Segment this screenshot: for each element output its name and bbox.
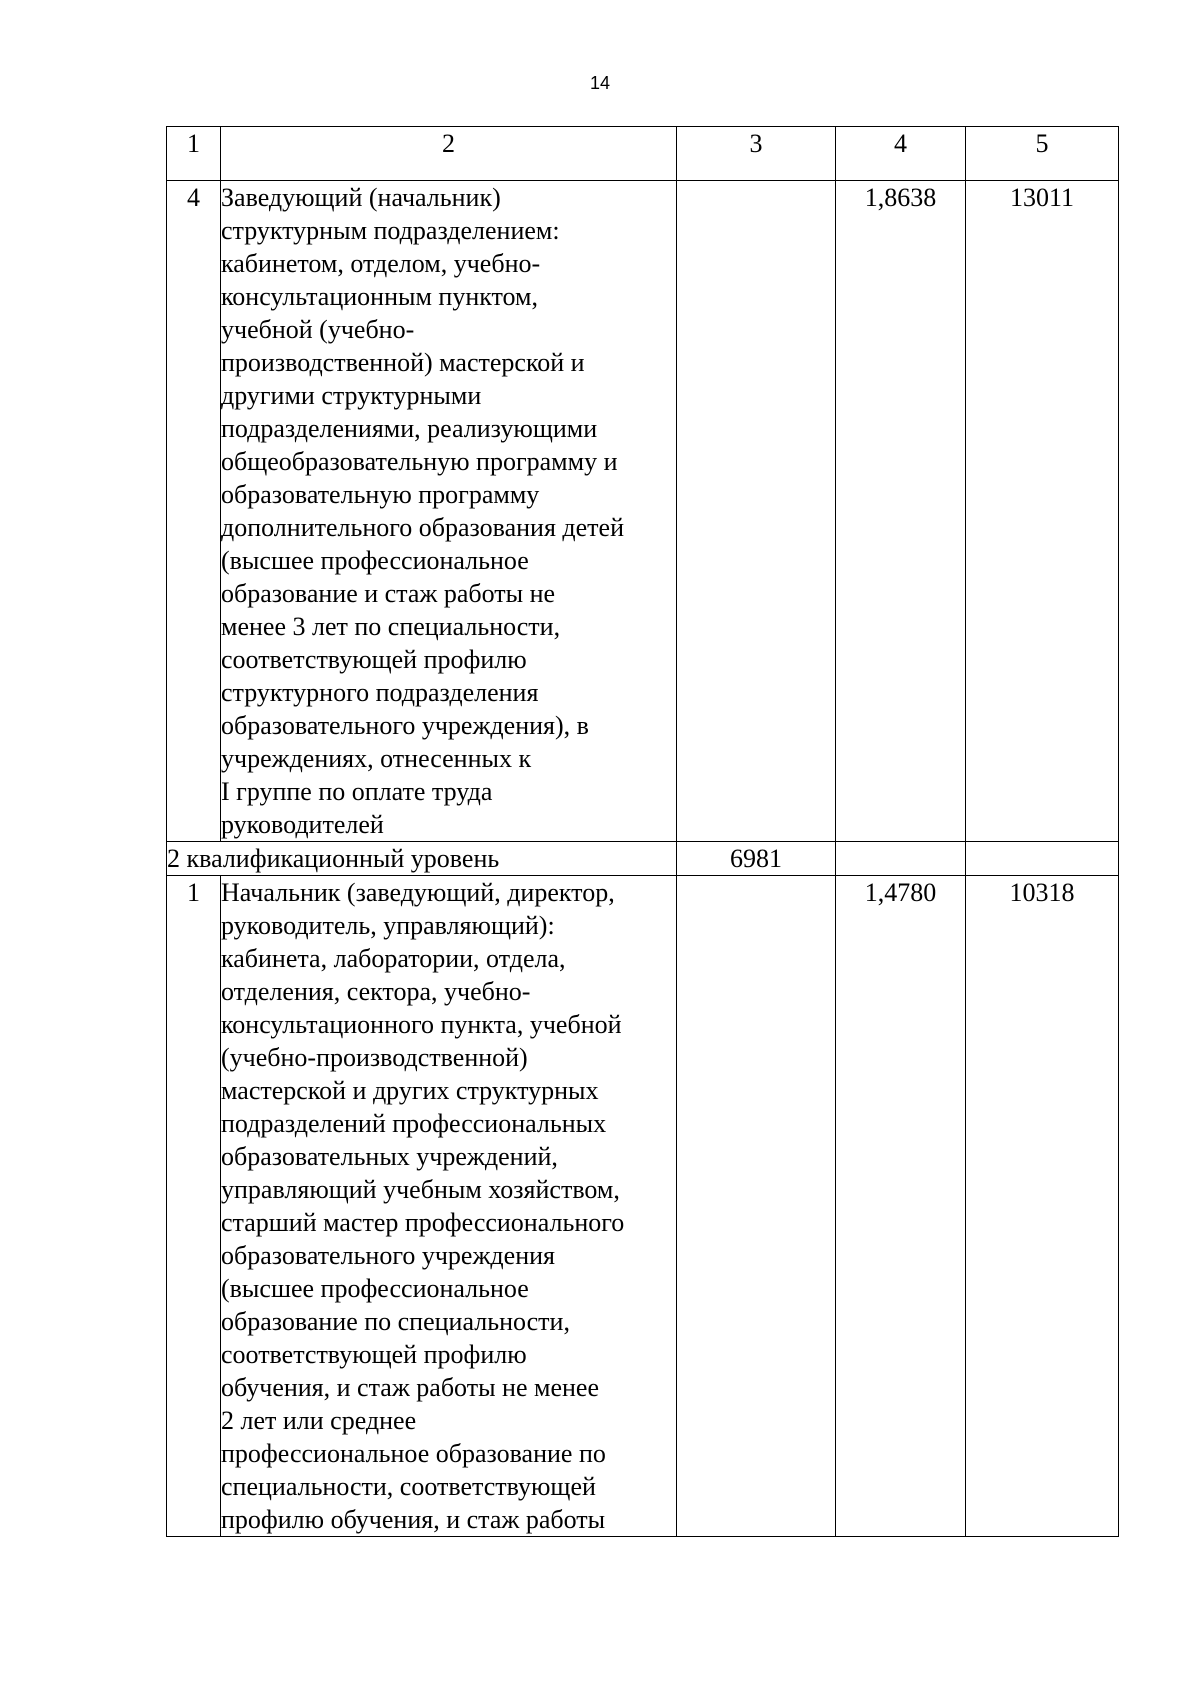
salary-table <box>166 126 1119 1537</box>
description-line: соответствующей профилю <box>221 645 527 674</box>
description-line: производственной) мастерской и <box>221 348 585 377</box>
description-line: структурным подразделением: <box>221 216 560 245</box>
description-line: 2 лет или среднее <box>221 1406 417 1435</box>
table-header-row <box>167 127 1119 181</box>
description-line: (высшее профессиональное <box>221 1274 529 1303</box>
description-line: образовательного учреждения), в <box>221 711 589 740</box>
description-line: профилю обучения, и стаж работы <box>221 1505 606 1534</box>
description-line: консультационным пунктом, <box>221 282 539 311</box>
description-line: образовательную программу <box>221 480 540 509</box>
qualification-level-row <box>167 842 1119 876</box>
salary-cell: 10318 <box>966 876 1119 1537</box>
header-cell-5: 5 <box>966 127 1119 181</box>
description-line: обучения, и стаж работы не менее <box>221 1373 599 1402</box>
qualification-base-salary: 6981 <box>677 842 836 876</box>
description-line: учебной (учебно- <box>221 315 415 344</box>
description-line: образование по специальности, <box>221 1307 570 1336</box>
row-number: 4 <box>167 181 221 842</box>
qualification-level-label: 2 квалификационный уровень <box>167 842 677 876</box>
description-line: образовательного учреждения <box>221 1241 555 1270</box>
description-line: структурного подразделения <box>221 678 539 707</box>
position-description <box>221 876 677 1537</box>
description-line: I группе по оплате труда <box>221 777 493 806</box>
description-line: Начальник (заведующий, директор, <box>221 878 615 907</box>
description-line: консультационного пункта, учебной <box>221 1010 622 1039</box>
page-number: 14 <box>589 73 611 93</box>
header-cell-4: 4 <box>836 127 966 181</box>
description-line: подразделений профессиональных <box>221 1109 607 1138</box>
description-line: руководитель, управляющий): <box>221 911 555 940</box>
description-line: старший мастер профессионального <box>221 1208 625 1237</box>
coefficient-cell: 1,4780 <box>836 876 966 1537</box>
table-row <box>167 181 1119 842</box>
description-line: специальности, соответствующей <box>221 1472 596 1501</box>
description-line: образовательных учреждений, <box>221 1142 558 1171</box>
description-line: управляющий учебным хозяйством, <box>221 1175 620 1204</box>
description-line: (учебно-производственной) <box>221 1043 528 1072</box>
description-line: менее 3 лет по специальности, <box>221 612 561 641</box>
description-line: образование и стаж работы не <box>221 579 556 608</box>
row-number: 1 <box>167 876 221 1537</box>
description-line: отделения, сектора, учебно- <box>221 977 531 1006</box>
base-salary-cell <box>677 181 836 842</box>
coefficient-cell: 1,8638 <box>836 181 966 842</box>
description-line: подразделениями, реализующими <box>221 414 598 443</box>
table-row <box>167 876 1119 1537</box>
position-description <box>221 181 677 842</box>
description-line: кабинетом, отделом, учебно- <box>221 249 541 278</box>
description-line: (высшее профессиональное <box>221 546 529 575</box>
coefficient-cell <box>836 842 966 876</box>
header-cell-3: 3 <box>677 127 836 181</box>
description-line: общеобразовательную программу и <box>221 447 618 476</box>
header-cell-1: 1 <box>167 127 221 181</box>
description-line: учреждениях, отнесенных к <box>221 744 532 773</box>
salary-cell <box>966 842 1119 876</box>
base-salary-cell <box>677 876 836 1537</box>
description-line: Заведующий (начальник) <box>221 183 501 212</box>
description-line: кабинета, лаборатории, отдела, <box>221 944 566 973</box>
description-line: профессиональное образование по <box>221 1439 606 1468</box>
description-line: руководителей <box>221 810 384 839</box>
description-line: дополнительного образования детей <box>221 513 624 542</box>
salary-cell: 13011 <box>966 181 1119 842</box>
description-line: мастерской и других структурных <box>221 1076 599 1105</box>
description-line: другими структурными <box>221 381 482 410</box>
description-line: соответствующей профилю <box>221 1340 527 1369</box>
header-cell-2: 2 <box>221 127 677 181</box>
